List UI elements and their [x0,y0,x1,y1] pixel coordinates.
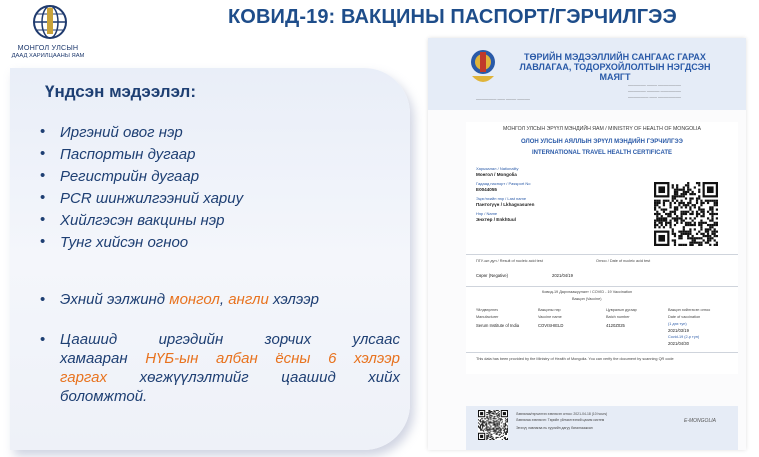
vaccine-manufacturer: Serum Institute of India [476,323,520,328]
bullet-item: • Регистрийн дугаар [40,167,200,185]
certificate-bottom-band [466,406,738,450]
bullet-dot-icon: • [40,145,46,162]
pcr-date-label: Огноо / Date of nucleic acid test [596,259,651,263]
bullet-item: • Тунг хийсэн огноо [40,233,189,251]
logo-text-line2: ДААД ХАРИЛЦААНЫ ЯАМ [11,53,85,59]
info-heading: Үндсэн мэдээлэл: [45,82,197,101]
qr-code-icon [478,410,508,440]
bullet-dot-icon: • [40,291,46,308]
verification-note: This data has been provided by the Ministry of Health of Mongolia. You can verify the document by scanning QR code [476,357,674,361]
field-value: Монгол / Mongolia [476,172,517,177]
bullet-item: • Паспортын дугаар [40,145,196,163]
vaccine-col-header: Цувралын дугаар [606,308,637,312]
field-value: Энхтөр / Enkhtuul [476,217,516,222]
field-label: Нэр / Name [476,211,498,216]
highlight-english: англи [228,291,269,308]
bullet-dot-icon: • [40,211,46,228]
vaccine-name: COVISHIELD [538,323,564,328]
info-card [10,68,410,450]
vaccine-col-header-en: Manufacturer [476,315,499,319]
legal-text: Энэхүү лавлагаа нь хуулийн дагуу баталгаажсан [516,426,593,430]
print-system-text: Лавлагаа хэвлэсэн: Төрийн үйлчилгээний цахим систем [516,418,605,422]
dose2-label: Covid-19 (2-р тун) [668,335,700,339]
bullet-item: • Хийлгэсэн вакцины нэр [40,211,225,229]
vaccine-col-header-en: Vaccine name [538,315,562,319]
logo-text-line1: МОНГОЛ УЛСЫН [17,43,79,52]
field-value: Пантогүүн / Lkhagvasuren [476,202,535,207]
vaccine-col-header: Вакцины нэр [538,308,561,312]
vaccine-col-header-en: Batch number [606,315,630,319]
field-value: E0044055 [476,187,497,192]
certificate-image [428,38,746,450]
field-label: Эцэг/эхийн нэр / Last name [476,196,527,201]
e-mongolia-signature: E-MONGOLIA [684,418,716,424]
note-line: гаргах хөгжүүлэлтийг цаашид хийх [60,369,400,386]
bullet-dot-icon: • [40,167,46,184]
ministry-logo [6,4,90,66]
vaccine-col-header-en: Date of vaccination [668,315,701,319]
page-title: КОВИД-19: ВАКЦИНЫ ПАСПОРТ/ГЭРЧИЛГЭЭ [228,6,677,28]
dose1-date: 2021/03/19 [668,328,689,333]
bullet-dot-icon: • [40,331,46,348]
divider [466,286,738,287]
field-label: Гадаад паспорт / Passport No [476,181,531,186]
divider [466,254,738,255]
divider [466,352,738,353]
certificate-title-en: INTERNATIONAL TRAVEL HEALTH CERTIFICATE [532,150,672,156]
certificate-header-text: ТӨРИЙН МЭДЭЭЛЛИЙН САНГААС ГАРАХ ЛАВЛАГАА, ТОДОРХОЙЛОЛТЫН НЭГДСЭН МАЯГТ [519,52,711,82]
info-bullet-list [40,124,243,256]
highlight-issue: гаргах [60,369,107,386]
vaccine-col-header: Вакцин хийлгэсэн огноо [668,308,711,312]
language-note: • Эхний ээлжинд монгол, англи хэлээр [40,291,319,308]
header-small-text: ──────── ─── ───────── [628,96,681,100]
future-development-note [40,330,400,406]
header-small-text: ─────── ───── ──────── [628,90,681,94]
vaccine-batch: 4120Z025 [606,323,625,328]
bullet-dot-icon: • [40,189,46,206]
header-small-text: ─────── ──── ───────── [628,84,681,88]
field-label: Харьяалал / Nationality [476,166,519,171]
dose2-date: 2021/04/30 [668,341,689,346]
note-line: хамааран НҮБ-ын албан ёсны 6 хэлээр [60,350,400,367]
highlight-mongolian: монгол [169,291,220,308]
bullet-dot-icon: • [40,233,46,250]
dose1-label: (1 дэх тун) [668,322,687,326]
certificate-ministry: МОНГОЛ УЛСЫН ЭРҮҮЛ МЭНДИЙН ЯАМ / MINISTRY OF HEALTH OF MONGOLIA [503,126,701,132]
pcr-date: 2021/04/19 [552,273,573,278]
globe-emblem-icon [32,4,68,40]
print-date-text: Лавлагаа/гэрчилгээ хэвлэсэн огноо: 2021-04-18 (10 hours) [516,412,608,416]
certificate-title-mn: ОЛОН УЛСЫН АЯЛЛЫН ЭРҮҮЛ МЭНДИЙН ГЭРЧИЛГЭЭ [521,139,683,145]
note-line: боломжтой. [60,388,148,405]
vaccine-col-header: Үйлдвэрлэгч [476,308,499,312]
pcr-result: Сөрөг (Negative) [476,273,509,278]
qr-code-icon [654,182,718,246]
vaccine-subtitle: Вакцин (Vaccine) [572,297,602,301]
note-line: Цаашид иргэдийн зорчих улсаас [60,331,400,348]
bullet-dot-icon: • [40,123,46,140]
bullet-item: • Иргэний овог нэр [40,123,183,141]
highlight-un-languages: НҮБ-ын албан ёсны 6 хэлээр [145,350,400,367]
certificate-body [466,122,738,374]
state-emblem-icon [470,46,496,88]
header-small-text: ──────── ─── ──── ───── [476,98,530,102]
bullet-item: • PCR шинжилгээний хариу [40,189,244,207]
vaccination-title: Ковид-19 Дархлаажуулалт / COVID - 19 Vaccination [542,290,633,294]
pcr-label: ПГУ-ын дүн / Result of nucleic acid test [476,259,543,263]
